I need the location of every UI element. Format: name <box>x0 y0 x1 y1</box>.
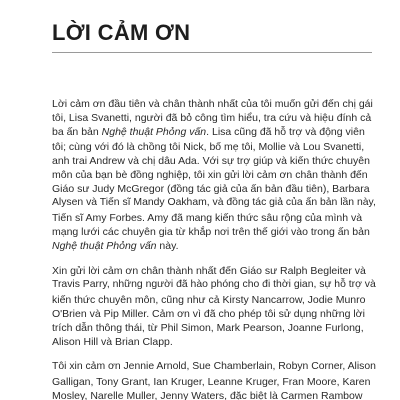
paragraph <box>52 97 378 253</box>
title-divider <box>52 52 372 53</box>
text-line: O'Brien và Pip Miller. Cảm ơn vì đã cho phép tôi sử dụng những lời <box>52 307 365 320</box>
text-segment: . Lisa cũng đã hỗ trợ và động viên <box>206 126 365 139</box>
page-title: LỜI CẢM ƠN <box>52 20 191 45</box>
text-line: Tiến sĩ Amy Forbes. Amy đã mang kiến thức sâu rộng của mình và <box>52 211 363 224</box>
text-line: Travis Parry, những người đã hào phóng cho đi thời gian, sự hỗ trợ và <box>52 279 376 291</box>
text-line: Mosley, Narelle Muller, Jenny Waters, đặc biệt là Carmen Rambow <box>52 389 363 400</box>
text-line: anh trai Andrew và chị dâu Ada. Với sự trợ giúp và kiến thức chuyên <box>52 154 370 167</box>
paragraph <box>52 360 378 400</box>
text-segment: này. <box>156 240 179 253</box>
text-line: tôi, Lisa Svanetti, người đã bỏ công tìm hiểu, tra cứu và hiệu đính cả <box>52 112 372 125</box>
text-line: kiến thức chuyên môn, cũng như cả Kirsty Nancarrow, Jodie Munro <box>52 293 366 306</box>
text-line: Xin gửi lời cảm ơn chân thành nhất đến Giáo sư Ralph Begleiter và <box>52 265 366 278</box>
paragraph <box>52 264 378 349</box>
text-line: Alysen và Tiến sĩ Mandy Oakham, và đồng tác giả của ấn bản lần này, <box>52 197 376 209</box>
acknowledgements-body <box>52 97 378 400</box>
book-title-italic: Nghệ thuật Phỏng vấn <box>101 126 207 139</box>
text-line: trích dẫn thông thái, từ Phil Simon, Mark Pearson, Joanne Furlong, <box>52 322 364 335</box>
text-line: Lời cảm ơn đầu tiên và chân thành nhất của tôi muốn gửi đến chị gái <box>52 98 373 110</box>
text-line: môn của bạn bè đồng nghiệp, tôi xin gửi lời cảm ơn chân thành đến <box>52 169 368 182</box>
text-line: Tôi xin cảm ơn Jennie Arnold, Sue Chamberlain, Robyn Corner, Alison <box>52 361 376 373</box>
text-line <box>52 239 378 253</box>
text-line: Galligan, Tony Grant, Ian Kruger, Leanne Kruger, Fran Moore, Karen <box>52 375 371 388</box>
text-line <box>52 125 378 139</box>
text-line: Alison Hill và Brian Clapp. <box>52 336 173 349</box>
book-title-italic: Nghệ thuật Phỏng vấn <box>52 240 157 253</box>
text-line: Giáo sư Judy McGregor (đồng tác giả của ấn bản đầu tiên), Barbara <box>52 183 370 196</box>
text-line: mạng lưới các chuyên gia từ khắp nơi trên thế giới vào trong ấn bản <box>52 225 370 238</box>
text-segment: ba ấn bản <box>52 126 102 139</box>
text-line: tôi; cùng với đó là chồng tôi Nick, bố mẹ tôi, Mollie và Lou Svanetti, <box>52 140 365 153</box>
